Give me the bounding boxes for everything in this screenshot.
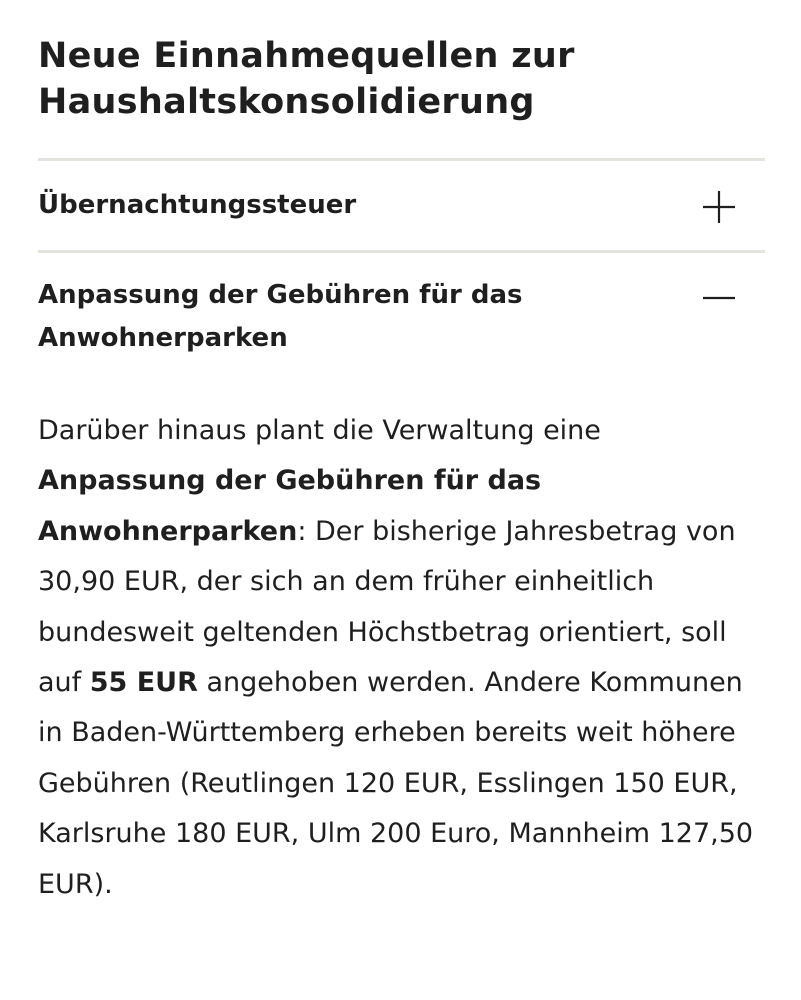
accordion-panel <box>38 360 765 910</box>
panel-text-amount: 55 EUR <box>89 667 198 699</box>
accordion-header[interactable] <box>38 253 765 360</box>
accordion-item-label: Anpassung der Gebühren für das Anwohnerparken <box>38 280 523 353</box>
accordion-item-uebernachtungssteuer[interactable] <box>38 161 765 250</box>
panel-text-after-amount: angehoben werden. Andere Kommunen in Baden-Württemberg erheben bereits weit höhere Gebühren (Reutlingen 120 EUR, Esslingen 150 EUR, Karlsruhe 180 EUR, Ulm 200 Euro, Mannheim 127,50 EUR). <box>38 667 754 900</box>
accordion-item-anwohnerparken[interactable] <box>38 253 765 910</box>
accordion-header[interactable] <box>38 161 765 250</box>
plus-icon[interactable] <box>703 191 735 223</box>
page-title: Neue Einnahmequellen zur Haushaltskonsolidierung <box>38 36 575 122</box>
minus-icon[interactable] <box>703 282 735 314</box>
page-content <box>38 0 765 910</box>
panel-text-highlight: Anpassung der Gebühren für das Anwohnerparken <box>38 465 542 547</box>
panel-text-intro: Darüber hinaus plant die Verwaltung eine <box>38 415 601 446</box>
accordion-item-label: Übernachtungssteuer <box>38 190 357 220</box>
panel-text-after-highlight: : Der bisherige Jahresbetrag von 30,90 EUR, der sich an dem früher einheitlich bundesweit geltenden Höchstbetrag orientiert, soll auf <box>38 515 736 699</box>
